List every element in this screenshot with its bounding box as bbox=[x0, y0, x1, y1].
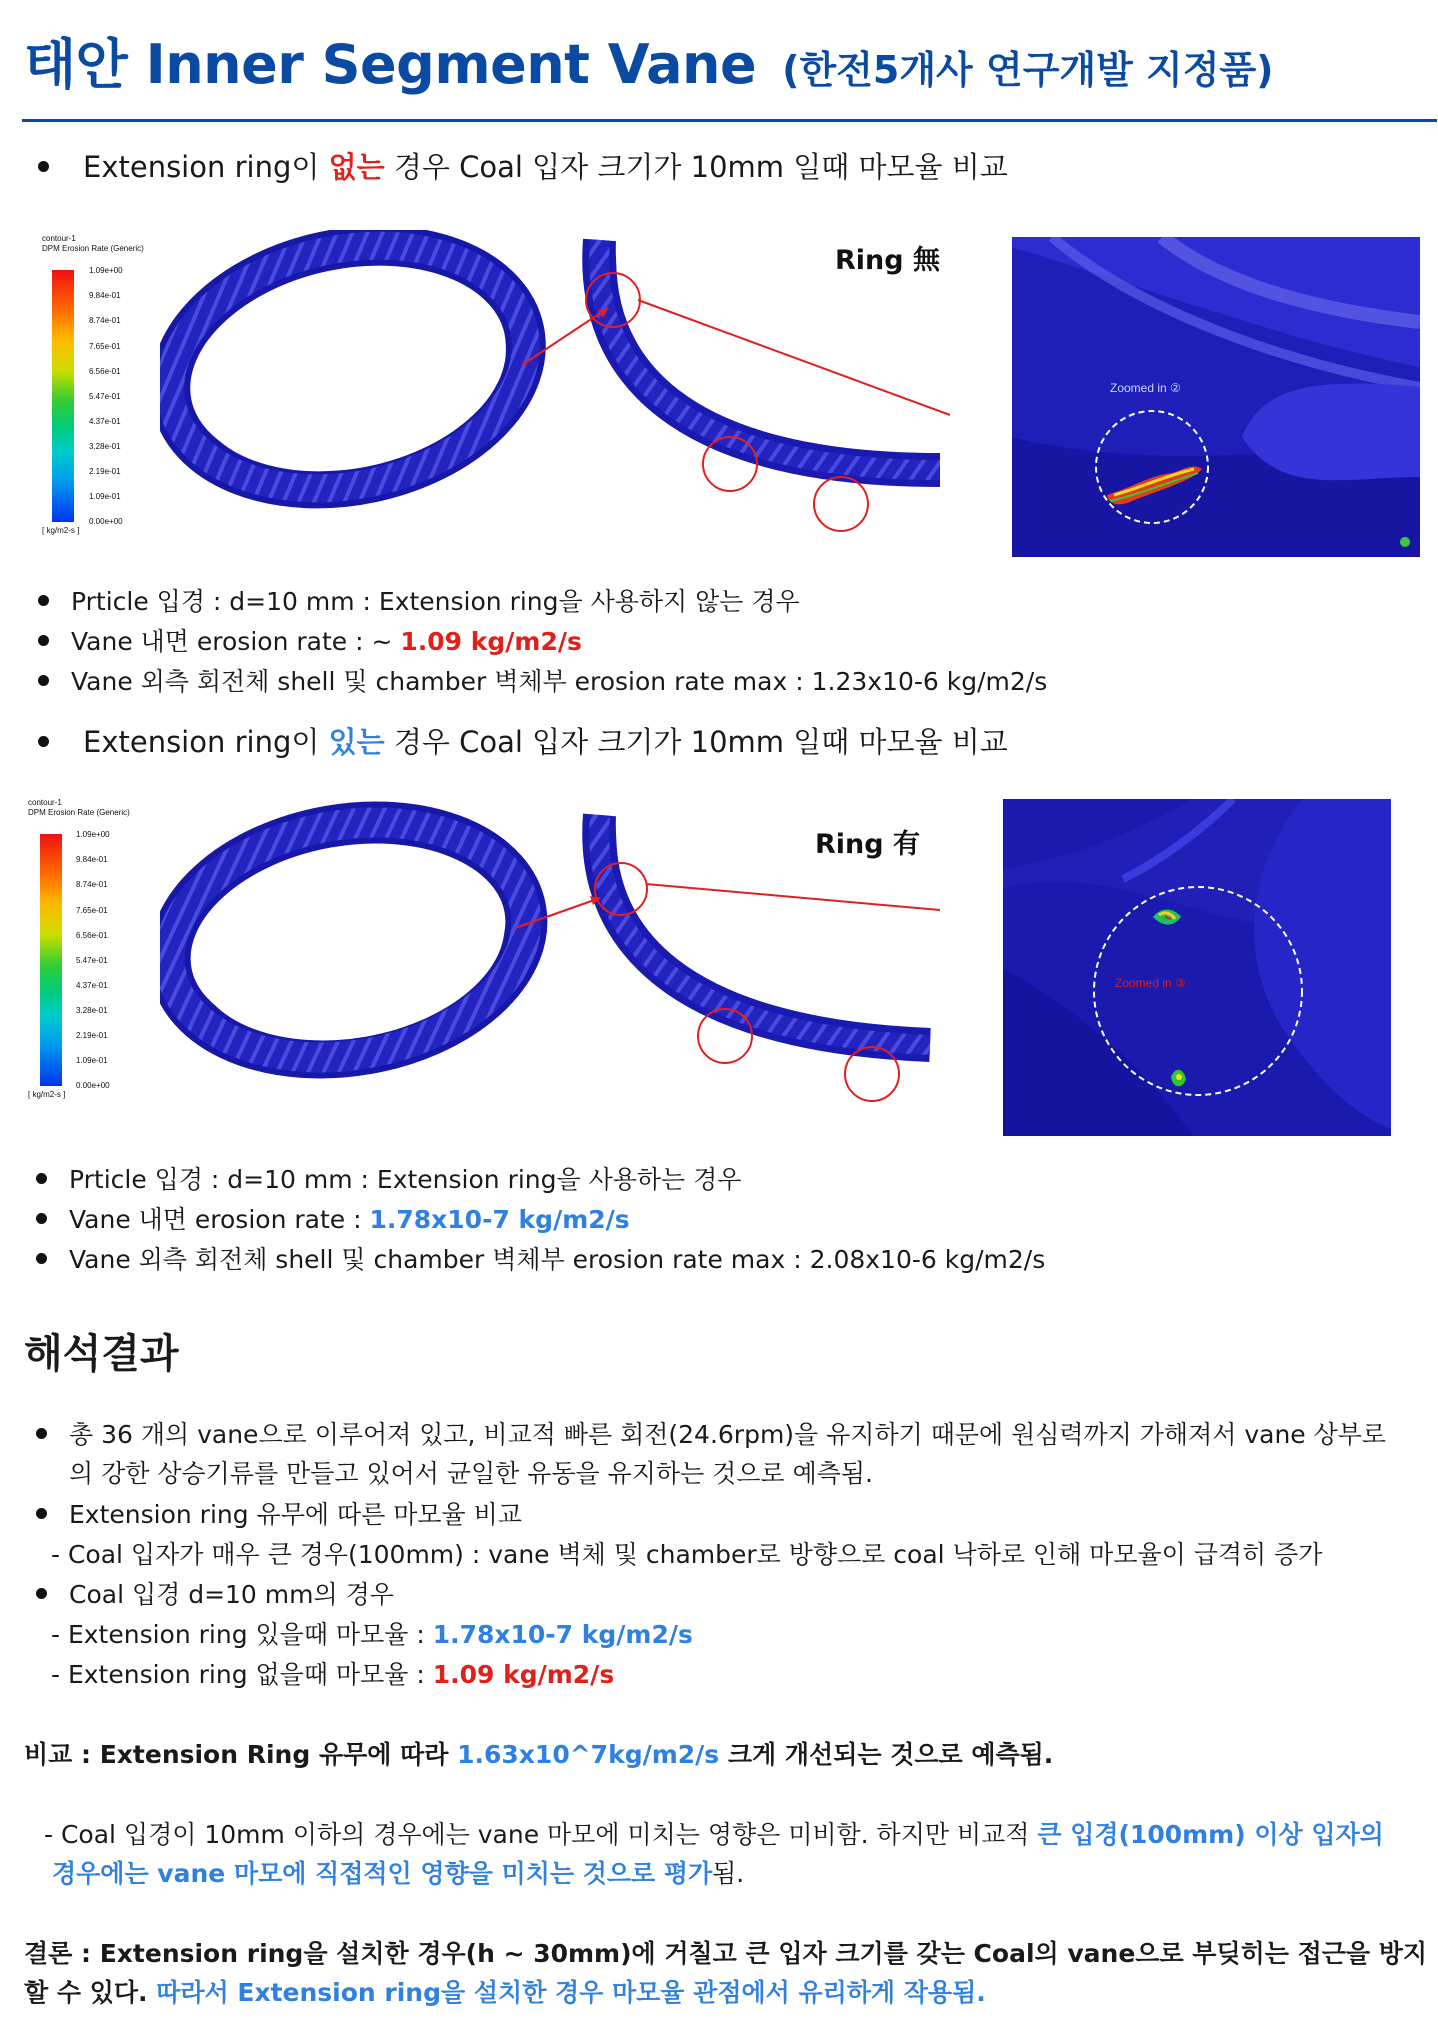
conclusion-line-2 bbox=[24, 1976, 986, 2010]
subitem-text: - Extension ring 없을때 마모율 : bbox=[51, 1660, 433, 1689]
erosion-rate-value: 1.78x10-7 kg/m2/s bbox=[432, 1620, 693, 1649]
section2-bullet bbox=[36, 1243, 1045, 1277]
legend-tick: 6.56e-01 bbox=[76, 931, 108, 940]
bullet-dot bbox=[36, 1428, 47, 1439]
bullet-dot bbox=[36, 1253, 47, 1264]
pointer-arrow-zoom bbox=[646, 884, 940, 910]
note-text: - Coal 입경이 10mm 이하의 경우에는 vane 마모에 미치는 영향은 미비함. 하지만 비교적 bbox=[44, 1820, 1038, 1849]
legend-tick: 1.09e-01 bbox=[89, 492, 121, 501]
legend-tick: 8.74e-01 bbox=[89, 316, 121, 325]
results-subitem bbox=[51, 1658, 614, 1692]
title-main: 태안 Inner Segment Vane bbox=[24, 33, 757, 96]
note-emphasis: 경우에는 vane 마모에 직접적인 영향을 미치는 것으로 평가 bbox=[52, 1859, 713, 1888]
legend-unit: [ kg/m2-s ] bbox=[28, 1090, 66, 1099]
section1-heading bbox=[38, 150, 1008, 184]
legend-tick: 2.19e-01 bbox=[89, 467, 121, 476]
legend-tick: 8.74e-01 bbox=[76, 880, 108, 889]
legend-tick: 0.00e+00 bbox=[76, 1081, 110, 1090]
legend-tick: 4.37e-01 bbox=[89, 417, 121, 426]
legend-tick: 3.28e-01 bbox=[76, 1006, 108, 1015]
ring-present-label: Ring 有 bbox=[815, 829, 920, 860]
bullet-dot bbox=[36, 1588, 47, 1599]
comparison-value: 1.63x10^7kg/m2/s bbox=[457, 1740, 720, 1769]
erosion-legend-1 bbox=[42, 234, 172, 534]
legend-title: contour-1 bbox=[28, 798, 62, 807]
title-divider bbox=[22, 119, 1437, 122]
bullet-dot bbox=[38, 161, 49, 172]
comparison-pre: 비교 : Extension Ring 유무에 따라 bbox=[24, 1740, 458, 1769]
comparison-post: 크게 개선되는 것으로 예측됨. bbox=[719, 1740, 1054, 1769]
note-emphasis: 큰 입경(100mm) 이상 입자의 bbox=[1037, 1820, 1384, 1849]
legend-subtitle: DPM Erosion Rate (Generic) bbox=[42, 244, 144, 253]
section1-bullet bbox=[38, 625, 582, 659]
zoomed-view-2 bbox=[1003, 799, 1391, 1136]
erosion-rate-value: 1.09 kg/m2/s bbox=[432, 1660, 615, 1689]
erosion-rate-value: 1.09 kg/m2/s bbox=[400, 627, 582, 656]
legend-tick: 2.19e-01 bbox=[76, 1031, 108, 1040]
results-heading: 해석결과 bbox=[24, 1331, 179, 1377]
legend-tick: 5.47e-01 bbox=[89, 392, 121, 401]
bullet-dot bbox=[38, 736, 49, 747]
bullet-dot bbox=[38, 635, 49, 646]
bullet-text: 총 36 개의 vane으로 이루어져 있고, 비교적 빠른 회전(24.6rpm)을 유지하기 때문에 원심력까지 가해져서 vane 상부로 bbox=[69, 1420, 1387, 1449]
section1-bullet bbox=[38, 665, 1047, 699]
section1-heading-pre: Extension ring이 bbox=[83, 150, 329, 184]
ring-absent-label: Ring 無 bbox=[835, 245, 940, 276]
section1-heading-post: 경우 Coal 입자 크기가 10mm 일때 마모율 비교 bbox=[384, 150, 1008, 184]
section2-bullet bbox=[36, 1203, 630, 1237]
results-subitem bbox=[51, 1618, 693, 1652]
note-text: 됨. bbox=[712, 1859, 745, 1888]
bullet-text: Extension ring 유무에 따른 마모율 비교 bbox=[69, 1500, 522, 1529]
bullet-dot bbox=[36, 1173, 47, 1184]
section2-heading-pre: Extension ring이 bbox=[83, 725, 329, 759]
bullet-dot bbox=[36, 1508, 47, 1519]
highlight-circle bbox=[814, 477, 868, 531]
note-line-2 bbox=[52, 1857, 744, 1891]
legend-tick: 3.28e-01 bbox=[89, 442, 121, 451]
legend-tick: 6.56e-01 bbox=[89, 367, 121, 376]
bullet-text: Prticle 입경 : d=10 mm : Extension ring을 사용하는 경우 bbox=[69, 1165, 742, 1194]
legend-tick: 7.65e-01 bbox=[76, 906, 108, 915]
legend-colorbar bbox=[40, 834, 62, 1086]
results-bullet bbox=[36, 1418, 1386, 1452]
section2-bullet bbox=[36, 1163, 741, 1197]
conclusion-emphasis: 따라서 Extension ring을 설치한 경우 마모율 관점에서 유리하게 작용됨. bbox=[156, 1978, 986, 2007]
conclusion-line-1: 결론 : Extension ring을 설치한 경우(h ~ 30mm)에 거칠고 큰 입자 크기를 갖는 Coal의 vane으로 부딪히는 접근을 방지 bbox=[24, 1939, 1428, 1968]
legend-colorbar bbox=[52, 270, 74, 522]
title-subtitle: (한전5개사 연구개발 지정품) bbox=[782, 48, 1274, 92]
legend-tick: 0.00e+00 bbox=[89, 517, 123, 526]
legend-tick: 5.47e-01 bbox=[76, 956, 108, 965]
comparison-line bbox=[24, 1738, 1053, 1772]
legend-tick: 1.09e-01 bbox=[76, 1056, 108, 1065]
page-title bbox=[24, 22, 1274, 102]
section1-heading-emph: 없는 bbox=[328, 150, 385, 184]
legend-subtitle: DPM Erosion Rate (Generic) bbox=[28, 808, 130, 817]
bullet-text: Vane 내면 erosion rate : ~ bbox=[71, 627, 401, 656]
full-ring-model bbox=[160, 230, 549, 520]
zoomed-view-1 bbox=[1012, 237, 1420, 557]
bullet-dot bbox=[36, 1213, 47, 1224]
results-subitem: - Coal 입자가 매우 큰 경우(100mm) : vane 벽체 및 chamber로 방향으로 coal 낙하로 인해 마모율이 급격히 증가 bbox=[51, 1540, 1323, 1569]
legend-tick: 1.09e+00 bbox=[76, 830, 110, 839]
section2-heading-post: 경우 Coal 입자 크기가 10mm 일때 마모율 비교 bbox=[384, 725, 1008, 759]
zoom-label-2: Zoomed in ③ bbox=[1115, 976, 1186, 990]
bullet-text: Coal 입경 d=10 mm의 경우 bbox=[69, 1580, 394, 1609]
legend-tick: 4.37e-01 bbox=[76, 981, 108, 990]
legend-tick: 7.65e-01 bbox=[89, 342, 121, 351]
legend-tick: 1.09e+00 bbox=[89, 266, 123, 275]
bullet-text: Vane 외측 회전체 shell 및 chamber 벽체부 erosion rate max : 1.23x10-6 kg/m2/s bbox=[71, 667, 1048, 696]
conclusion-text: 할 수 있다. bbox=[24, 1978, 157, 2007]
bullet-dot bbox=[38, 675, 49, 686]
vane-ring-figure-1 bbox=[160, 230, 950, 550]
bullet-dot bbox=[38, 595, 49, 606]
bullet-text: Vane 외측 회전체 shell 및 chamber 벽체부 erosion rate max : 2.08x10-6 kg/m2/s bbox=[69, 1245, 1046, 1274]
bullet-text: Prticle 입경 : d=10 mm : Extension ring을 사용하지 않는 경우 bbox=[71, 587, 800, 616]
legend-tick: 9.84e-01 bbox=[76, 855, 108, 864]
section2-heading bbox=[38, 725, 1008, 759]
legend-title: contour-1 bbox=[42, 234, 76, 243]
bullet-text: Vane 내면 erosion rate : bbox=[69, 1205, 370, 1234]
legend-unit: [ kg/m2-s ] bbox=[42, 526, 80, 535]
subitem-text: - Extension ring 있을때 마모율 : bbox=[51, 1620, 433, 1649]
results-bullet-cont: 의 강한 상승기류를 만들고 있어서 균일한 유동을 유지하는 것으로 예측됨. bbox=[69, 1459, 873, 1488]
section1-bullet bbox=[38, 585, 800, 619]
results-bullet bbox=[36, 1498, 522, 1532]
section2-heading-emph: 있는 bbox=[328, 725, 385, 759]
erosion-legend-2 bbox=[28, 798, 158, 1098]
zoom-label-1: Zoomed in ② bbox=[1110, 381, 1181, 395]
note-line-1 bbox=[44, 1818, 1384, 1852]
full-ring-model bbox=[160, 800, 545, 1085]
results-bullet bbox=[36, 1578, 394, 1612]
erosion-rate-value: 1.78x10-7 kg/m2/s bbox=[369, 1205, 630, 1234]
legend-tick: 9.84e-01 bbox=[89, 291, 121, 300]
